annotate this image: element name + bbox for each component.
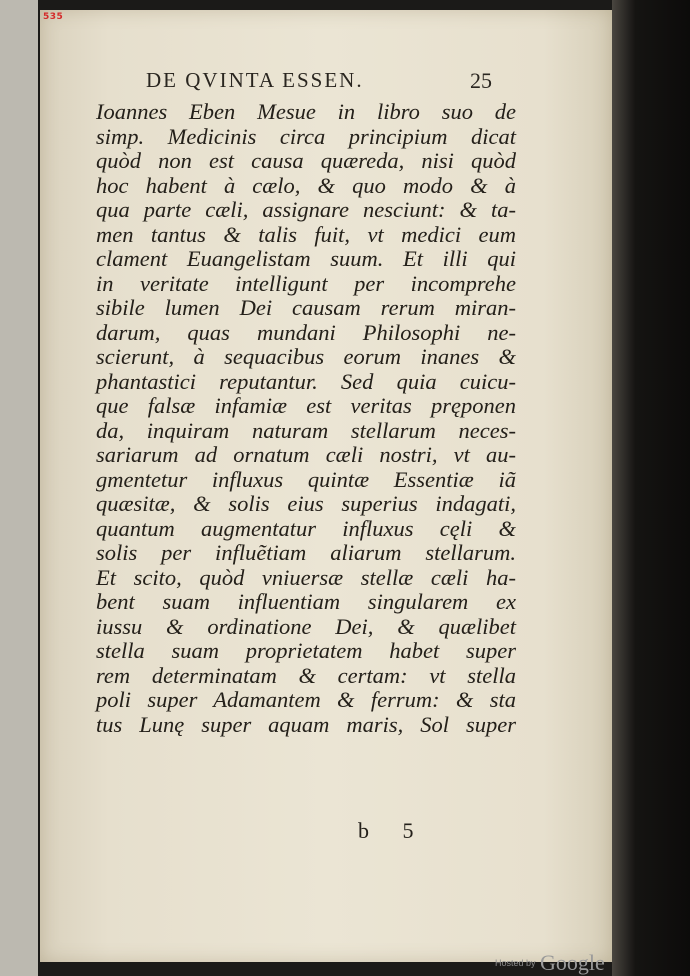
text-line: Ioannes Eben Mesue in libro suo de (96, 99, 516, 124)
text-line: bent suam influentiam singularem ex (96, 589, 516, 614)
text-line: poli super Adamantem & ferrum: & sta (96, 687, 516, 712)
hosted-by-label: Hosted by (495, 958, 536, 968)
text-line: clament Euangelistam suum. Et illi qui (96, 246, 516, 271)
text-line: hoc habent à cælo, & quo modo & à (96, 172, 516, 198)
text-line: stella suam proprietatem habet super (96, 638, 516, 663)
signature-mark: b 5 (358, 818, 428, 843)
text-line: que falsæ infamiæ est veritas pręponen (96, 393, 516, 418)
text-line: da, inquiram naturam stellarum neces- (96, 417, 516, 443)
text-line: solis per influẽtiam aliarum stellarum. (96, 540, 516, 565)
running-head-title: DE QVINTA ESSEN. (146, 68, 364, 92)
book-gutter-shadow (612, 0, 690, 976)
text-line: sariarum ad ornatum cæli nostri, vt au- (96, 442, 516, 467)
text-line: gmentetur influxus quintæ Essentiæ iã (96, 466, 516, 492)
google-logo: Google (539, 950, 605, 975)
text-line: phantastici reputantur. Sed quia cuicu- (96, 368, 516, 394)
text-line: Et scito, quòd vniuersæ stellæ cæli ha- (96, 564, 516, 590)
scan-background-left (0, 0, 38, 976)
text-line: men tantus & talis fuit, vt medici eum (96, 221, 516, 247)
body-text (96, 100, 516, 737)
text-line: in veritate intelligunt per incomprehe (96, 270, 516, 296)
text-line: tus Lunę super aquam maris, Sol super (96, 711, 516, 737)
text-line: qua parte cæli, assignare nesciunt: & ta- (96, 197, 516, 222)
running-head (40, 68, 612, 98)
hosted-by-watermark (495, 950, 605, 976)
book-page (40, 10, 612, 975)
library-stamp: 535 (43, 12, 64, 22)
text-line: iussu & ordinatione Dei, & quælibet (96, 613, 516, 639)
text-line: scierunt, à sequacibus eorum inanes & (96, 344, 516, 369)
text-line: simp. Medicinis circa principium dicat (96, 123, 516, 149)
text-line: darum, quas mundani Philosophi ne- (96, 319, 516, 345)
text-line: quòd non est causa quæreda, nisi quòd (96, 148, 516, 173)
text-line: quantum augmentatur influxus cęli & (96, 515, 516, 541)
page-number: 25 (470, 68, 492, 93)
text-line: rem determinatam & certam: vt stella (96, 662, 516, 688)
text-line: quæsitæ, & solis eius superius indagati, (96, 491, 516, 516)
text-line: sibile lumen Dei causam rerum miran- (96, 295, 516, 320)
